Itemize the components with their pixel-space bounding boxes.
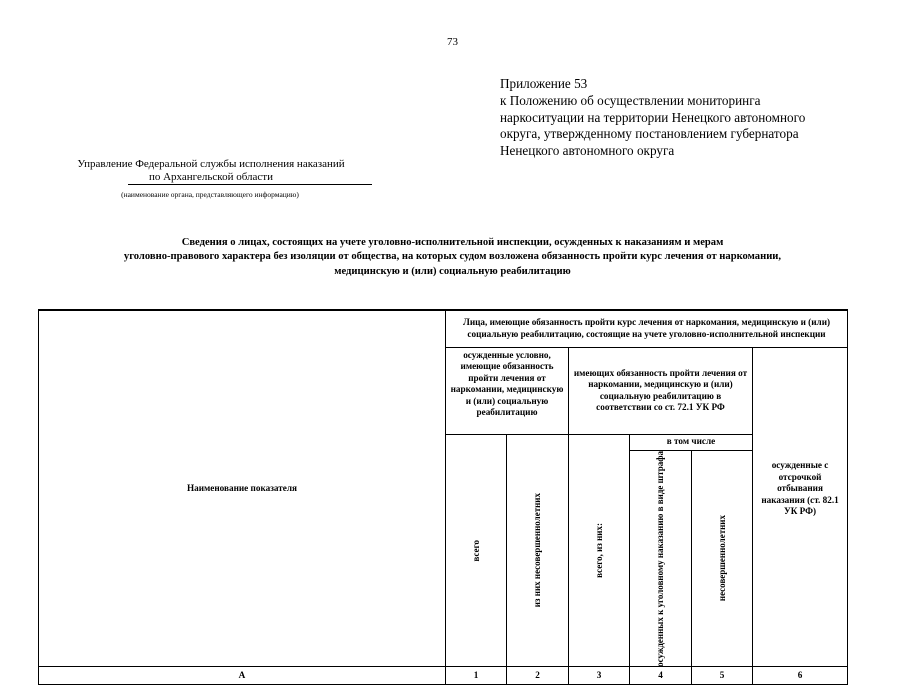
col-total-deferred-cell <box>753 347 848 667</box>
appendix-line: округа, утвержденному постановлением губернатора <box>500 126 799 142</box>
appendix-line: наркоситуации на территории Ненецкого автономного <box>500 109 806 125</box>
column-number-cell <box>446 667 507 685</box>
col-minors-of-them-cell <box>507 434 569 667</box>
column-number: 5 <box>719 670 725 681</box>
subheader-art72-cell <box>569 347 753 434</box>
col-fine-cell <box>630 450 692 667</box>
col-total-of-them-cell <box>569 434 630 667</box>
column-number: 3 <box>596 670 602 681</box>
indicator-header: Наименование показателя <box>187 482 297 493</box>
col-total: всего <box>470 539 481 562</box>
col-minors-cell <box>692 450 753 667</box>
organization-name <box>56 158 366 184</box>
column-number-cell <box>692 667 753 685</box>
heading-line: медицинскую и (или) социальную реабилитацию <box>334 265 571 277</box>
heading-line: уголовно-правового характера без изоляции от общества, на которых судом возложена обязанность пройти курс лечения от наркомании, <box>123 251 782 263</box>
subheader-deferred: осужденные с отсрочкой отбывания наказания (ст. 82.1 УК РФ) <box>761 460 839 517</box>
appendix-line: Приложение 53 <box>500 76 588 91</box>
organization-underline <box>128 184 372 185</box>
subheader-conditional-cell <box>446 347 569 434</box>
subheader-conditional: осужденные условно, имеющие обязанность пройти лечения от наркомании, медицинскую и (или) социальную реабилитацию <box>450 349 564 417</box>
organization-caption: (наименование органа, представляющего информацию) <box>121 190 299 199</box>
report-heading <box>60 236 845 279</box>
column-number-cell <box>753 667 848 685</box>
column-number: 4 <box>658 670 663 681</box>
indicator-header-cell <box>39 310 446 667</box>
column-number: А <box>238 670 246 681</box>
col-fine: осужденных к уголовному наказанию в виде штрафа <box>655 450 665 667</box>
col-minors-of-them: из них несовершеннолетних <box>532 493 542 608</box>
column-number: 2 <box>535 670 540 681</box>
col-total-of-them: всего, из них: <box>593 523 604 578</box>
group-header: Лица, имеющие обязанность пройти курс лечения от наркомания, медицинскую и (или) социальную реабилитацию, состоящие на учете уголовно-исполнительной инспекции <box>463 317 831 339</box>
including-header: в том числе <box>666 436 716 447</box>
column-number-cell <box>39 667 446 685</box>
appendix-line: Ненецкого автономного округа <box>500 143 675 159</box>
organization-name-line: по Архангельской области <box>148 171 274 183</box>
appendix-block <box>500 76 860 160</box>
heading-line: Сведения о лицах, состоящих на учете уголовно-исполнительной инспекции, осужденных к наказаниям и мерам <box>181 237 724 248</box>
group-header-cell <box>446 310 848 347</box>
appendix-line: к Положению об осуществлении мониторинга <box>500 92 761 108</box>
col-total-cell <box>446 434 507 667</box>
column-number-cell <box>630 667 692 685</box>
column-number: 1 <box>473 670 479 681</box>
column-number: 6 <box>797 670 803 681</box>
subheader-art72: имеющих обязанность пройти лечения от наркомании, медицинскую и (или) социальную реабилитацию в соответствии со ст. 72.1 УК РФ <box>573 367 748 412</box>
column-number-cell <box>569 667 630 685</box>
report-table <box>38 309 848 685</box>
page-number: 73 <box>447 36 458 48</box>
organization-name-line: Управление Федеральной службы исполнения наказаний <box>77 158 345 170</box>
including-cell <box>630 434 753 450</box>
column-number-cell <box>507 667 569 685</box>
col-minors: несовершеннолетних <box>716 515 727 602</box>
